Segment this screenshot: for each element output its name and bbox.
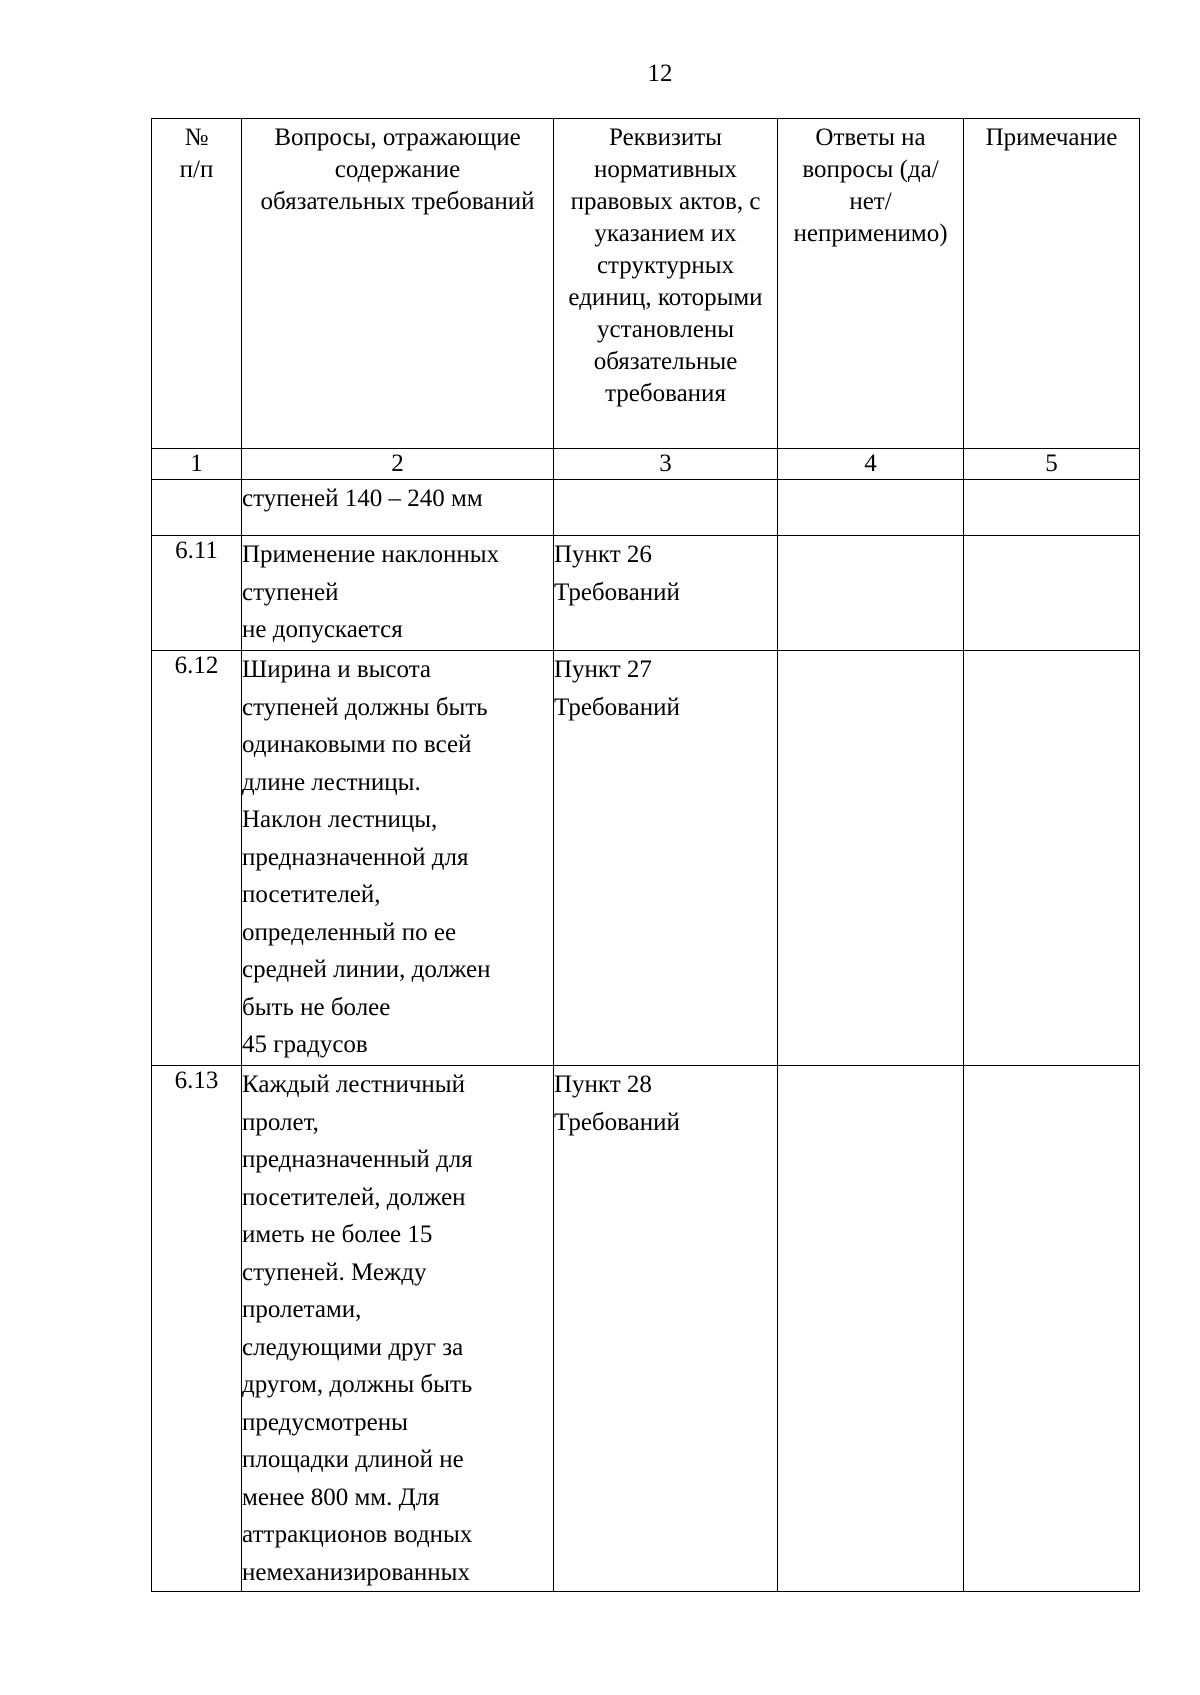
cell-text-line: Требований — [554, 1108, 680, 1136]
cell-text-line: ступеней 140 – 240 мм — [242, 485, 483, 512]
row-answer[interactable] — [778, 651, 964, 1066]
row-number: 6.11 — [152, 536, 242, 651]
cell-text-line: Пункт 28 — [554, 1071, 652, 1098]
cell-text-line: иметь не более 15 — [242, 1221, 433, 1248]
header-ref: Реквизиты нормативных правовых актов, с указанием их структурных единиц, которыми установлены обязательные требования — [554, 119, 778, 449]
cell-text-line: Каждый лестничный — [242, 1071, 465, 1098]
cell-text-line: ступеней должны быть — [242, 693, 488, 721]
cell-text-line: длине лестницы. — [242, 768, 421, 796]
cell-text-line: Пункт 26 — [554, 541, 652, 568]
row-number — [152, 480, 242, 536]
column-number: 3 — [554, 449, 778, 480]
cell-text-line: предназначенной для — [242, 843, 469, 871]
row-note[interactable] — [964, 651, 1140, 1066]
cell-text-line: посетителей, — [242, 881, 381, 908]
column-number-row — [152, 449, 1140, 480]
cell-text-line: предусмотрены — [242, 1408, 408, 1436]
row-answer[interactable] — [778, 480, 964, 536]
cell-text-line: Наклон лестницы, — [242, 806, 438, 833]
table-row — [152, 536, 1140, 651]
row-question — [242, 480, 554, 536]
table-row — [152, 651, 1140, 1066]
header-note: Примечание — [964, 119, 1140, 449]
row-reference — [554, 480, 778, 536]
header-answer: Ответы на вопросы (да/нет/ неприменимо) — [778, 119, 964, 449]
cell-text-line: менее 800 мм. Для — [242, 1483, 440, 1511]
cell-text-line: другом, должны быть — [242, 1371, 473, 1398]
cell-text-line: Требований — [554, 693, 680, 721]
column-number: 2 — [242, 449, 554, 480]
row-answer[interactable] — [778, 536, 964, 651]
cell-text-line: пролет, — [242, 1108, 319, 1136]
row-question — [242, 651, 554, 1066]
cell-text-line: площадки длиной не — [242, 1446, 464, 1473]
cell-text-line: Ширина и высота — [242, 656, 432, 683]
cell-text-line: Пункт 27 — [554, 656, 652, 683]
table-row — [152, 480, 1140, 536]
column-number: 1 — [152, 449, 242, 480]
row-note[interactable] — [964, 480, 1140, 536]
cell-text-line: Применение наклонных — [242, 541, 500, 568]
cell-text-line: 45 градусов — [242, 1031, 368, 1058]
cell-text-line: немеханизированных — [242, 1558, 470, 1586]
row-number: 6.12 — [152, 651, 242, 1066]
requirements-table — [151, 118, 1140, 1592]
row-number: 6.13 — [152, 1066, 242, 1592]
table-row — [152, 1066, 1140, 1592]
cell-text-line: ступеней — [242, 578, 339, 606]
cell-text-line: аттракционов водных — [242, 1521, 473, 1548]
cell-text-line: пролетами, — [242, 1296, 362, 1323]
cell-text-line: определенный по ее — [242, 918, 457, 946]
row-reference — [554, 651, 778, 1066]
header-question: Вопросы, отражающие содержание обязательных требований — [242, 119, 554, 449]
row-note[interactable] — [964, 536, 1140, 651]
column-number: 4 — [778, 449, 964, 480]
cell-text-line: быть не более — [242, 993, 391, 1021]
cell-text-line: Требований — [554, 578, 680, 606]
table-header-row — [152, 119, 1140, 449]
header-num: № п/п — [152, 119, 242, 449]
cell-text-line: посетителей, должен — [242, 1183, 466, 1211]
cell-text-line: средней линии, должен — [242, 956, 491, 983]
cell-text-line: одинаковыми по всей — [242, 731, 472, 758]
row-reference — [554, 536, 778, 651]
column-number: 5 — [964, 449, 1140, 480]
cell-text-line: не допускается — [242, 616, 403, 643]
row-answer[interactable] — [778, 1066, 964, 1592]
cell-text-line: следующими друг за — [242, 1333, 464, 1361]
row-reference — [554, 1066, 778, 1592]
row-question — [242, 1066, 554, 1592]
cell-text-line: предназначенный для — [242, 1146, 473, 1173]
page-number: 12 — [647, 60, 673, 87]
row-question — [242, 536, 554, 651]
cell-text-line: ступеней. Между — [242, 1258, 427, 1286]
row-note[interactable] — [964, 1066, 1140, 1592]
